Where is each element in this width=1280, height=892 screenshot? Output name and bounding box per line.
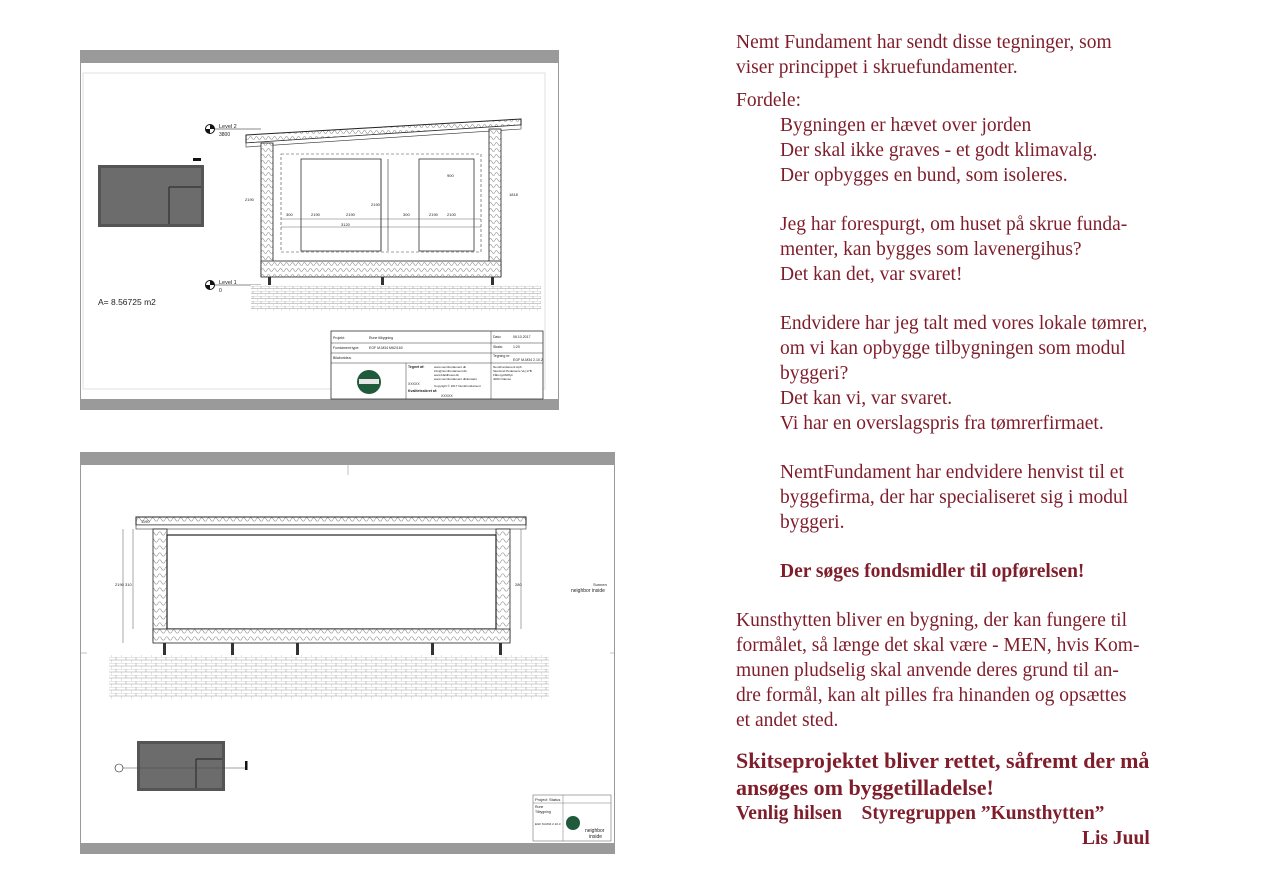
svg-text:Kvalitetssikret af:: Kvalitetssikret af:: [408, 389, 438, 393]
svg-text:Tegning nr:: Tegning nr:: [493, 354, 511, 358]
svg-text:www.nemtfundament.dk: www.nemtfundament.dk: [434, 365, 467, 369]
para5-line: et andet sted.: [736, 710, 839, 731]
svg-text:EGF M-M34 2.10.2: EGF M-M34 2.10.2: [513, 358, 543, 362]
fund-line: Der søges fondsmidler til opførelsen!: [780, 561, 1085, 582]
svg-text:Rune: Rune: [535, 805, 544, 809]
para2-line: Det kan det, var svaret!: [780, 264, 963, 285]
dim-4: 2190: [429, 212, 438, 217]
svg-text:Bilaburidea:: Bilaburidea:: [333, 356, 352, 360]
para5-line: formålet, så længe det skal være - MEN, hvis Kom-: [736, 635, 1140, 656]
svg-text:XXXXX: XXXXX: [408, 382, 420, 386]
drawing-section-1: [80, 50, 559, 410]
dim-5: 300: [286, 212, 293, 217]
svg-text:EGF M-M34 M62/160: EGF M-M34 M62/160: [369, 346, 403, 350]
para4-line: byggeri.: [780, 512, 845, 533]
level2-value: 3800: [219, 132, 231, 138]
level2-label: Level 2: [219, 124, 237, 130]
dim-1: 2190: [311, 212, 320, 217]
svg-text:www.nemtfundament.dk/kontakt: www.nemtfundament.dk/kontakt: [434, 377, 477, 381]
dim2-2: 310: [125, 582, 132, 587]
svg-text:neighbor: neighbor: [585, 828, 605, 834]
titleblock-2: [533, 795, 611, 841]
para4-line: byggefirma, der har specialiseret sig i modul: [780, 487, 1129, 508]
level1-value: 0: [219, 288, 222, 294]
dim-6: 300: [403, 212, 410, 217]
svg-text:Skovlund Pedersens Vej 17B: Skovlund Pedersens Vej 17B: [493, 369, 532, 373]
dim2-3: 280: [515, 582, 522, 587]
company-logo-2: [566, 816, 580, 830]
dim-2: 2190: [346, 212, 355, 217]
para3-line: Det kan vi, var svaret.: [780, 388, 953, 409]
para3-line: om vi kan opbygge tilbygningen som modul: [780, 338, 1126, 359]
fordele-item: Der skal ikke graves - et godt klimavalg.: [780, 140, 1098, 161]
svg-text:Skala:: Skala:: [493, 345, 503, 349]
para3-line: Vi har en overslagspris fra tømrerfirmaet.: [780, 413, 1104, 434]
closing-line: ansøges om byggetilladelse!: [736, 775, 994, 800]
svg-text:1:20: 1:20: [513, 345, 520, 349]
svg-text:Project: Project: [535, 797, 548, 802]
svg-text:XXXXX: XXXXX: [441, 394, 453, 398]
svg-text:Tilbygning: Tilbygning: [535, 810, 551, 814]
svg-text:Status: Status: [549, 797, 561, 802]
side-label-2: neighbor inside: [571, 588, 605, 594]
dim2-4: 1190: [141, 519, 150, 524]
svg-text:NemtFundament ApS: NemtFundament ApS: [493, 365, 522, 369]
para5-line: dre formål, kan alt pilles fra hinanden og opsættes: [736, 685, 1127, 706]
intro-line-2: viser princippet i skruefundamenter.: [736, 57, 1018, 78]
svg-text:06.10.2017: 06.10.2017: [513, 335, 531, 339]
text-column: [736, 30, 1236, 851]
drawing-1-svg: [81, 51, 559, 410]
svg-text:Fundament type:: Fundament type:: [333, 346, 360, 350]
dim-10: 1818: [509, 192, 518, 197]
para5-line: munen pludselig skal anvende deres grund til an-: [736, 660, 1119, 681]
svg-text:Dato:: Dato:: [493, 335, 502, 339]
svg-text:Fåborg-Midtfyn: Fåborg-Midtfyn: [493, 373, 514, 377]
dim-8: 3120: [341, 222, 350, 227]
svg-text:Projekt:: Projekt:: [333, 336, 345, 340]
sign-group: Styregruppen ”Kunsthytten”: [861, 803, 1105, 824]
dim2-1: 2190: [115, 582, 124, 587]
sign-greeting: Venlig hilsen: [736, 803, 843, 824]
area-label: A= 8.56725 m2: [98, 297, 156, 307]
svg-text:Tegnet af:: Tegnet af:: [408, 365, 425, 369]
para4-line: NemtFundament har endvidere henvist til et: [780, 462, 1124, 483]
closing-line: Skitseprojektet bliver rettet, såfremt der må: [736, 748, 1150, 773]
drawing-section-2: [80, 452, 615, 854]
svg-text:Copyright © 2017 NemtFundament: Copyright © 2017 NemtFundament: [434, 384, 481, 388]
intro-line-1: Nemt Fundament har sendt disse tegninger, som: [736, 32, 1112, 53]
para2-line: menter, kan bygges som lavenergihus?: [780, 239, 1082, 260]
svg-text:EGF M-M34 2.10.3: EGF M-M34 2.10.3: [535, 822, 561, 826]
drawing-2-svg: [81, 453, 615, 854]
fordele-heading: Fordele:: [736, 90, 801, 111]
para2-line: Jeg har forespurgt, om huset på skrue funda-: [780, 214, 1128, 235]
fordele-item: Bygningen er hævet over jorden: [780, 115, 1032, 136]
side-label-1: Sunnen: [593, 582, 607, 587]
sign-name: Lis Juul: [1082, 828, 1150, 849]
svg-text:Rune tilbygning: Rune tilbygning: [369, 336, 394, 340]
svg-text:4000 Odense: 4000 Odense: [493, 377, 512, 381]
svg-text:inside: inside: [589, 834, 603, 840]
titleblock-1: [331, 331, 543, 399]
dim-11: 900: [447, 173, 454, 178]
fordele-item: Der opbygges en bund, som isoleres.: [780, 165, 1068, 186]
dim-7: 2190: [245, 197, 254, 202]
dim-9: 2100: [447, 212, 456, 217]
para3-line: Endvidere har jeg talt med vores lokale tømrer,: [780, 313, 1148, 334]
signature-row: [736, 801, 1236, 826]
dim-3: 2190: [371, 202, 380, 207]
para5-line: Kunsthytten bliver en bygning, der kan fungere til: [736, 610, 1127, 631]
para3-line: byggeri?: [780, 363, 849, 384]
level1-label: Level 1: [219, 280, 237, 286]
svg-text:www.blaldhuset.dk: www.blaldhuset.dk: [434, 373, 459, 377]
svg-text:info@nemtfundament.dk: info@nemtfundament.dk: [434, 369, 467, 373]
